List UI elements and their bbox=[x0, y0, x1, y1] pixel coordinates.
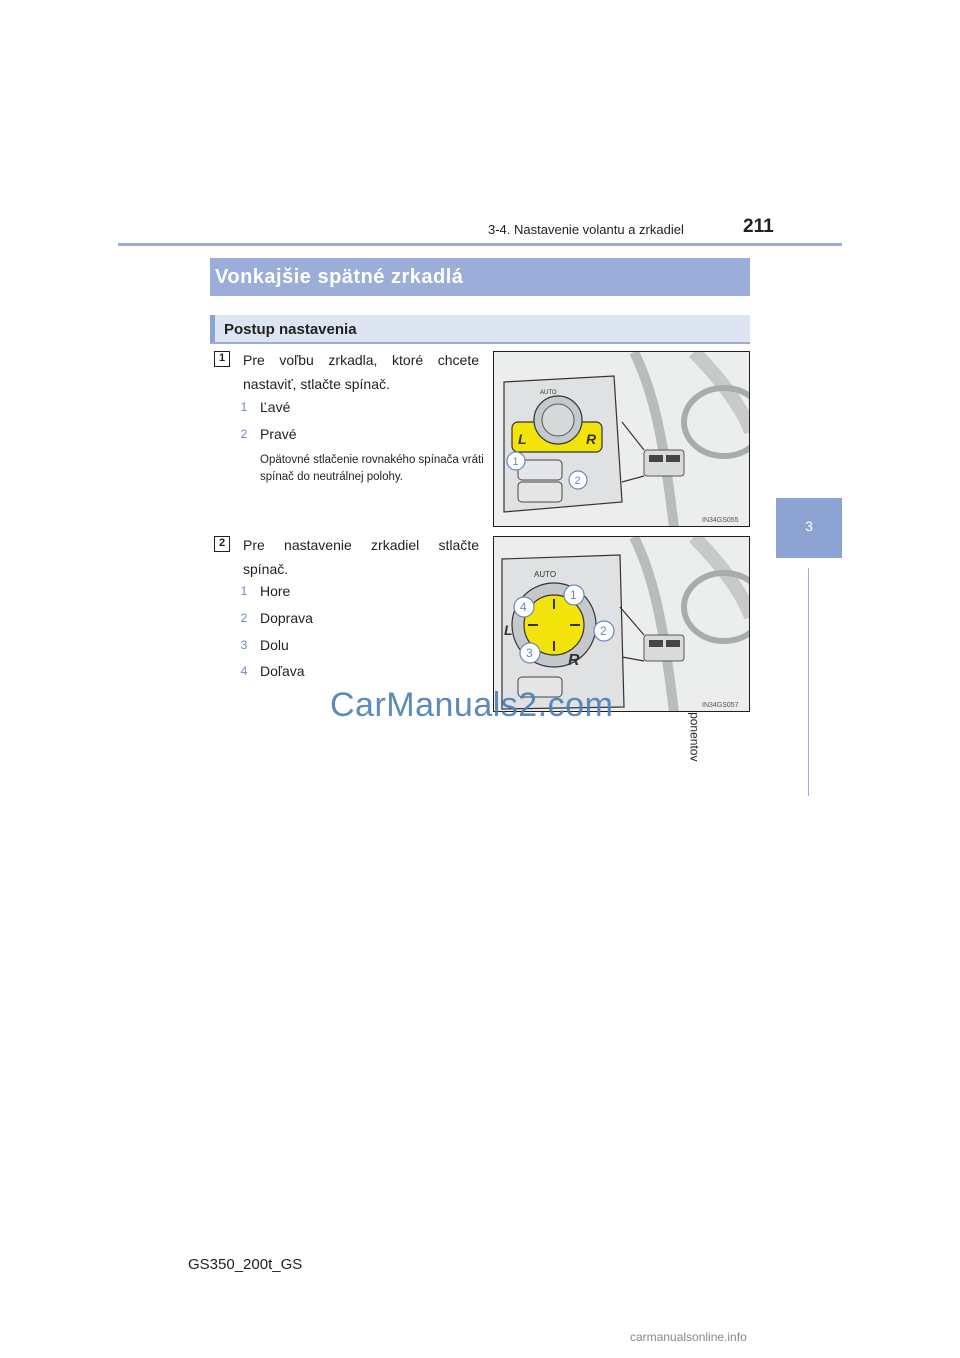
figure-code: IN34GS057 bbox=[702, 702, 739, 709]
chapter-tab-number: 3 bbox=[805, 518, 813, 534]
section-header bbox=[210, 258, 750, 296]
side-divider bbox=[808, 568, 809, 796]
figure-label-2: 2 bbox=[600, 624, 607, 638]
item-label-right: Pravé bbox=[260, 426, 297, 442]
step-number-1: 1 bbox=[214, 351, 230, 367]
step-1-note: Opätovné stlačenie rovnakého spínača vráti spínač do neutrálnej polohy. bbox=[260, 454, 484, 483]
figure-label-1: 1 bbox=[570, 588, 577, 602]
header-divider bbox=[118, 243, 842, 246]
subsection-accent bbox=[210, 315, 215, 342]
switch-letter-r: R bbox=[586, 431, 597, 447]
item-number: 1 bbox=[240, 584, 248, 598]
item-number: 2 bbox=[240, 427, 248, 441]
section-title: Vonkajšie spätné zrkadlá bbox=[215, 266, 464, 288]
item-number: 3 bbox=[240, 638, 248, 652]
chapter-side-label bbox=[782, 566, 802, 802]
figure-code: IN34GS055 bbox=[702, 517, 739, 524]
figure-mirror-select bbox=[493, 351, 750, 527]
watermark: CarManuals2.com bbox=[330, 686, 614, 724]
item-label-right: Doprava bbox=[260, 610, 313, 626]
switch-letter-l: L bbox=[518, 431, 527, 447]
mirror-select-illustration bbox=[494, 352, 750, 527]
item-label-left: Doľava bbox=[260, 663, 305, 679]
chapter-title: 3-4. Nastavenie volantu a zrkadiel bbox=[488, 222, 684, 237]
item-label-down: Dolu bbox=[260, 637, 289, 653]
step-number-2: 2 bbox=[214, 536, 230, 552]
step-1-text: Pre voľbu zrkadla, ktoré chcete nastaviť, stlačte spínač. bbox=[243, 352, 479, 392]
figure-label-4: 4 bbox=[520, 600, 527, 614]
figure-label-3: 3 bbox=[526, 646, 533, 660]
item-label-left: Ľavé bbox=[260, 399, 291, 415]
switch-letter-l: L bbox=[504, 622, 513, 638]
figure-label-1: 1 bbox=[512, 456, 519, 468]
bottom-logo: carmanualsonline.info bbox=[630, 1330, 747, 1344]
item-number: 1 bbox=[240, 400, 248, 414]
item-number: 2 bbox=[240, 611, 248, 625]
item-label-up: Hore bbox=[260, 583, 291, 599]
item-number: 4 bbox=[240, 664, 248, 678]
switch-auto: AUTO bbox=[534, 570, 557, 579]
chapter-tab[interactable] bbox=[776, 498, 842, 558]
page-number: 211 bbox=[743, 216, 774, 237]
footer-model: GS350_200t_GS bbox=[188, 1256, 303, 1273]
switch-auto: AUTO bbox=[540, 390, 557, 396]
subsection-title: Postup nastavenia bbox=[224, 321, 357, 338]
switch-letter-r: R bbox=[568, 652, 580, 669]
figure-label-2: 2 bbox=[574, 475, 581, 487]
step-2-text: Pre nastavenie zrkadiel stlačte spínač. bbox=[243, 537, 479, 577]
subsection-header bbox=[210, 315, 750, 344]
